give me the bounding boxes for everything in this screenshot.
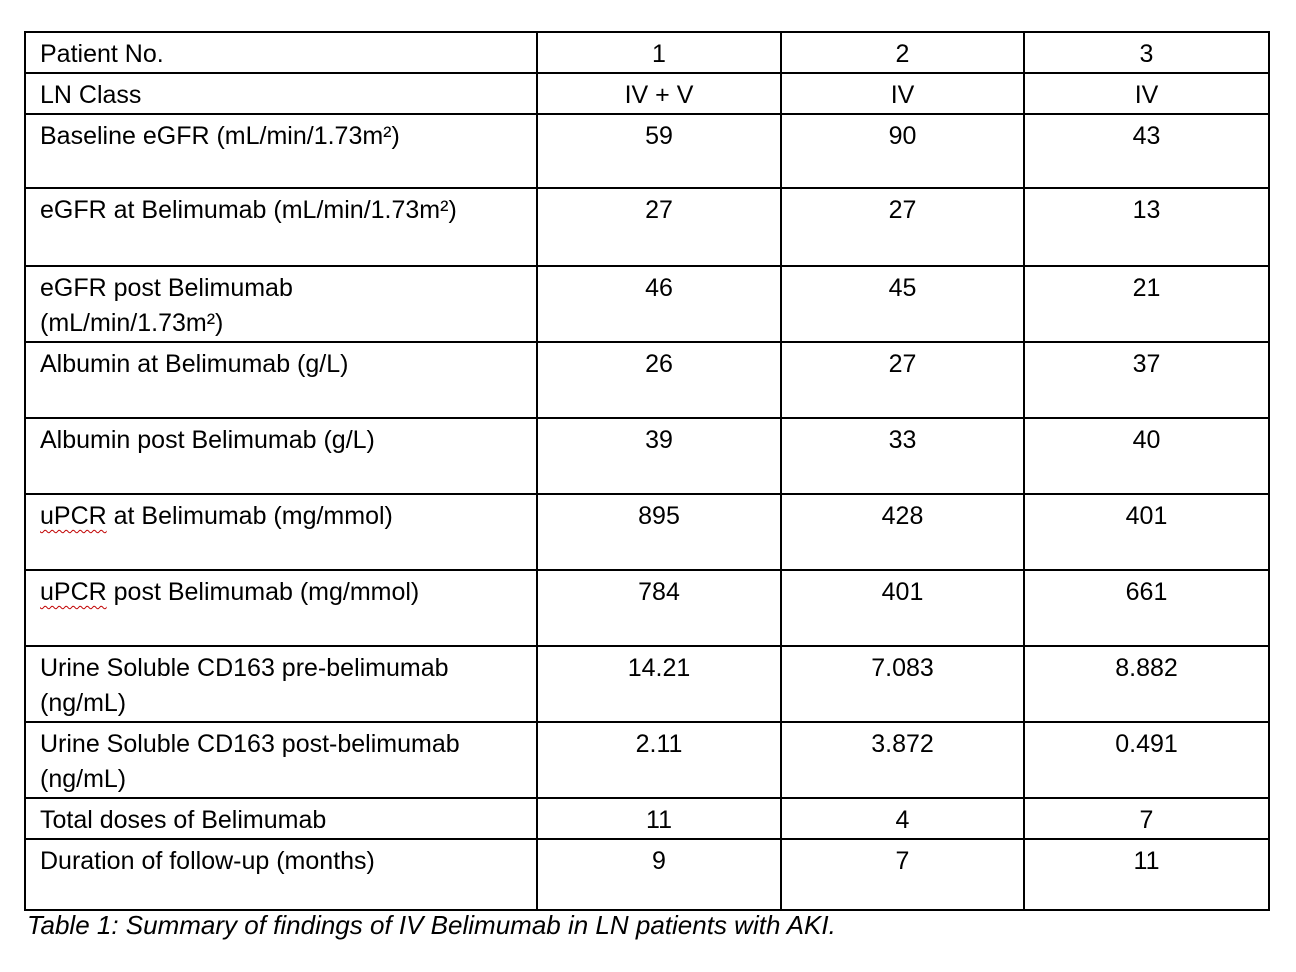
cell-patient-2: 27 [781,342,1024,418]
cell-patient-3: 7 [1024,798,1269,839]
row-label: Baseline eGFR (mL/min/1.73m²) [25,114,537,188]
table-header-row [25,32,1269,73]
row-label-rest: post Belimumab (mg/mmol) [106,578,420,606]
table-row [25,114,1269,188]
cell-patient-3: 37 [1024,342,1269,418]
cell-patient-1: 2.11 [537,722,781,798]
cell-patient-2: 7 [781,839,1024,910]
header-patient-2: 2 [781,32,1024,73]
table-row [25,342,1269,418]
table-row [25,188,1269,266]
cell-patient-1: IV + V [537,73,781,114]
cell-patient-1: 26 [537,342,781,418]
cell-patient-3: 661 [1024,570,1269,646]
cell-patient-3: 11 [1024,839,1269,910]
table-row [25,494,1269,570]
cell-patient-3: 8.882 [1024,646,1269,722]
row-label: Urine Soluble CD163 pre-belimumab (ng/mL) [25,646,537,722]
cell-patient-1: 11 [537,798,781,839]
cell-patient-1: 784 [537,570,781,646]
header-patient-1: 1 [537,32,781,73]
table-row [25,839,1269,910]
cell-patient-3: 43 [1024,114,1269,188]
cell-patient-1: 59 [537,114,781,188]
table-row [25,266,1269,342]
cell-patient-2: 401 [781,570,1024,646]
row-label-rest: at Belimumab (mg/mmol) [106,502,393,530]
row-label: LN Class [25,73,537,114]
row-label [25,494,537,570]
header-patient-3: 3 [1024,32,1269,73]
row-label: Albumin at Belimumab (g/L) [25,342,537,418]
cell-patient-3: IV [1024,73,1269,114]
cell-patient-2: 33 [781,418,1024,494]
table-row [25,646,1269,722]
row-label: eGFR post Belimumab (mL/min/1.73m²) [25,266,537,342]
cell-patient-2: 4 [781,798,1024,839]
table-caption: Table 1: Summary of findings of IV Belimumab in LN patients with AKI. [27,910,836,940]
cell-patient-2: 428 [781,494,1024,570]
table-row [25,798,1269,839]
row-label [25,570,537,646]
cell-patient-3: 0.491 [1024,722,1269,798]
spellcheck-flagged-word: uPCR [40,502,107,530]
cell-patient-2: IV [781,73,1024,114]
cell-patient-1: 895 [537,494,781,570]
row-label: Total doses of Belimumab [25,798,537,839]
header-label-cell: Patient No. [25,32,537,73]
row-label: Albumin post Belimumab (g/L) [25,418,537,494]
cell-patient-2: 3.872 [781,722,1024,798]
findings-table [24,31,1270,911]
cell-patient-1: 14.21 [537,646,781,722]
cell-patient-1: 39 [537,418,781,494]
cell-patient-1: 9 [537,839,781,910]
cell-patient-3: 401 [1024,494,1269,570]
cell-patient-2: 45 [781,266,1024,342]
row-label: Urine Soluble CD163 post-belimumab (ng/mL) [25,722,537,798]
cell-patient-3: 21 [1024,266,1269,342]
table-row [25,73,1269,114]
cell-patient-2: 27 [781,188,1024,266]
cell-patient-1: 27 [537,188,781,266]
spellcheck-flagged-word: uPCR [40,578,107,606]
row-label: eGFR at Belimumab (mL/min/1.73m²) [25,188,537,266]
cell-patient-2: 90 [781,114,1024,188]
cell-patient-3: 13 [1024,188,1269,266]
cell-patient-1: 46 [537,266,781,342]
table-row [25,722,1269,798]
table-row [25,570,1269,646]
row-label: Duration of follow-up (months) [25,839,537,910]
cell-patient-2: 7.083 [781,646,1024,722]
table-row [25,418,1269,494]
cell-patient-3: 40 [1024,418,1269,494]
